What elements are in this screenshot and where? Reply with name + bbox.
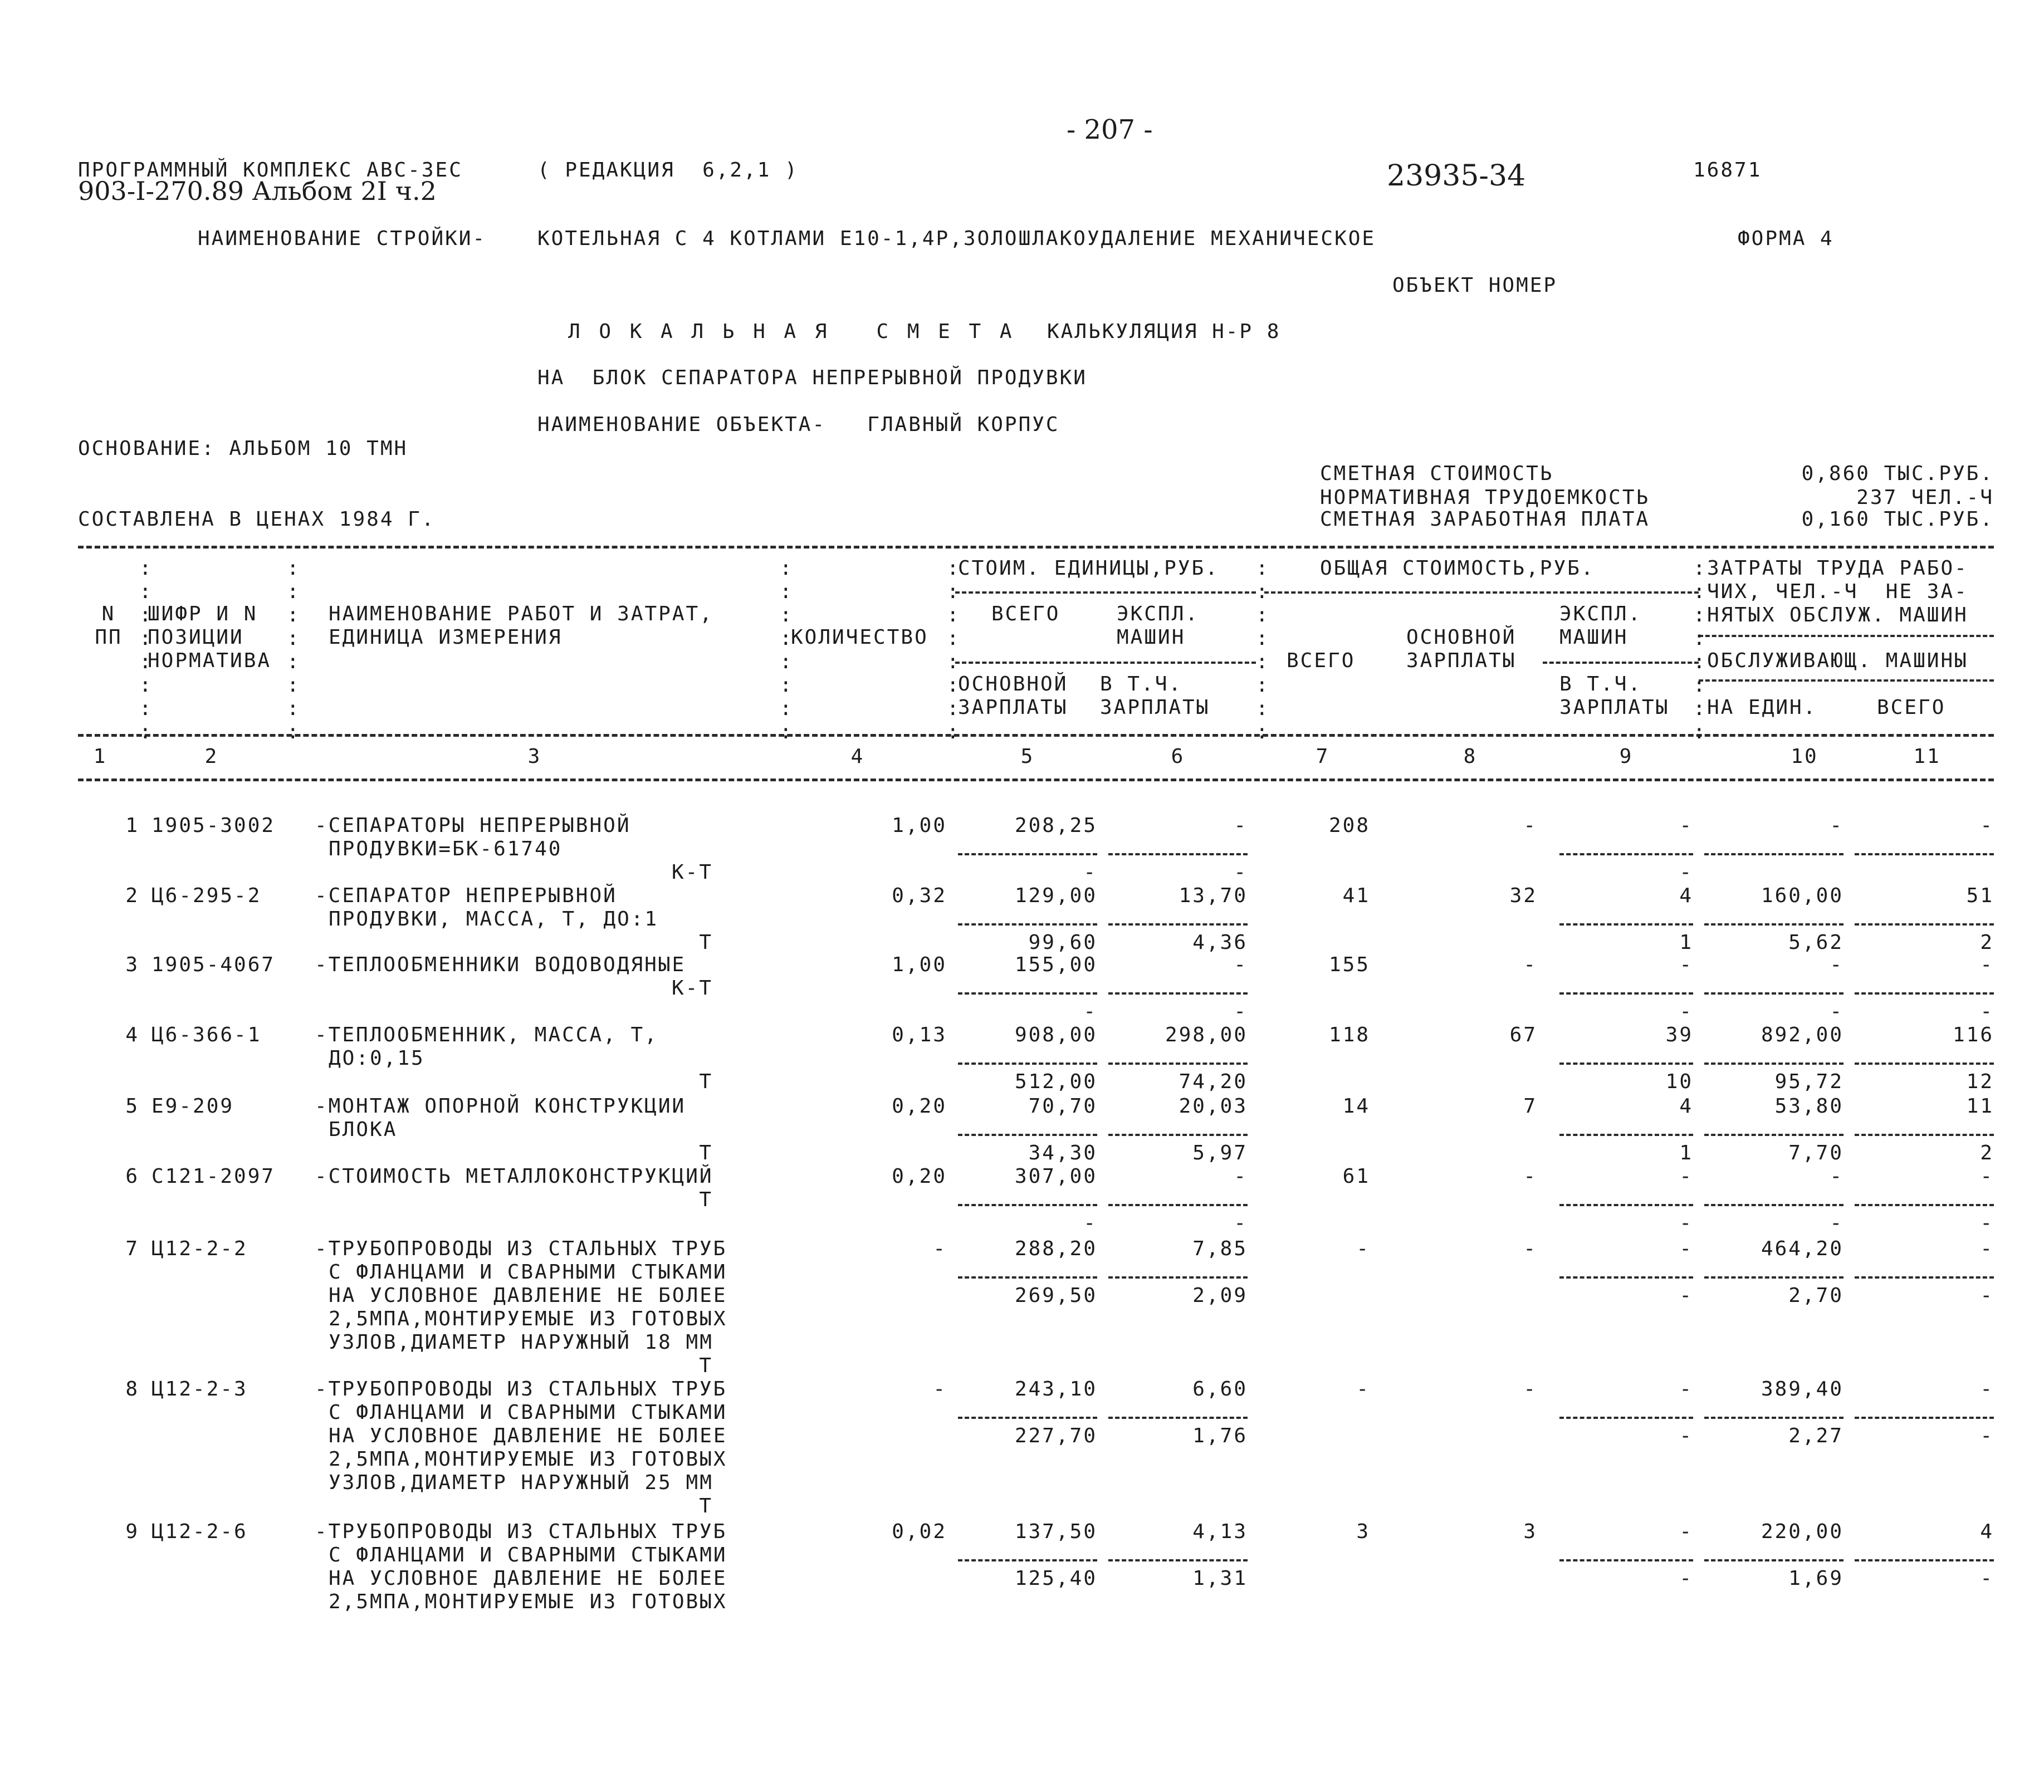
header-unit-cost-machines: ЭКСПЛ. МАШИН [1117, 603, 1200, 649]
labor-subrule [1699, 679, 1994, 682]
row-unit: Т [699, 1070, 713, 1093]
row-total-machines: - [1679, 814, 1693, 837]
row-total-cost: 3 [1356, 1520, 1370, 1543]
row-subrule [958, 1134, 1097, 1136]
row-unit-cost-total: 307,00 [1014, 1165, 1097, 1188]
row-quantity: 1,00 [892, 953, 947, 976]
row-total-wages: - [1523, 953, 1537, 976]
row-name-line: С ФЛАНЦАМИ И СВАРНЫМИ СТЫКАМИ [329, 1261, 727, 1284]
col-number: 5 [1020, 745, 1035, 768]
summary-label-labor: НОРМАТИВНАЯ ТРУДОЕМКОСТЬ [1320, 486, 1650, 509]
row-machine-labor-total: 2 [1980, 1142, 1994, 1164]
row-unit-base-wages: 227,70 [1014, 1424, 1097, 1447]
row-name-line: -МОНТАЖ ОПОРНОЙ КОНСТРУКЦИИ [315, 1095, 686, 1118]
row-number: 4 [125, 1024, 139, 1046]
row-quantity: 0,20 [892, 1095, 947, 1118]
col-number: 1 [93, 745, 107, 768]
numbers-bottom-rule [78, 779, 1994, 781]
row-machine-labor-per-unit: 5,62 [1788, 931, 1843, 954]
row-subrule [1108, 853, 1248, 855]
header-total-cost: ОБЩАЯ СТОИМОСТЬ,РУБ. [1320, 557, 1595, 580]
row-total-wages: - [1523, 1378, 1537, 1401]
row-name-line: ПРОДУВКИ, МАССА, Т, ДО:1 [329, 908, 659, 931]
row-unit-incl-wages: - [1234, 1212, 1248, 1235]
row-labor-per-unit: - [1830, 953, 1843, 976]
col-number: 8 [1463, 745, 1478, 768]
row-total-incl-wages: - [1679, 1567, 1693, 1590]
row-labor-per-unit: 892,00 [1761, 1024, 1843, 1046]
unit-cost-subrule [955, 662, 1256, 664]
row-labor-total: - [1980, 1237, 1994, 1260]
row-name-line: -ТРУБОПРОВОДЫ ИЗ СТАЛЬНЫХ ТРУБ [315, 1520, 727, 1543]
summary-label-cost: СМЕТНАЯ СТОИМОСТЬ [1320, 462, 1554, 485]
row-name-line: -СЕПАРАТОР НЕПРЕРЫВНОЙ [315, 884, 617, 907]
row-unit-cost-machines: 20,03 [1179, 1095, 1248, 1118]
row-unit-cost-total: 70,70 [1028, 1095, 1097, 1118]
row-subrule [1855, 923, 1994, 926]
header-labor-total: ВСЕГО [1877, 696, 1946, 719]
row-labor-total: 51 [1966, 884, 1994, 907]
row-unit-cost-machines: 7,85 [1192, 1237, 1248, 1260]
row-subrule [1855, 1204, 1994, 1206]
col-number: 7 [1316, 745, 1330, 768]
prices-year: СОСТАВЛЕНА В ЦЕНАХ 1984 Г. [78, 508, 436, 531]
row-unit-cost-total: 908,00 [1014, 1024, 1097, 1046]
header-total-cost-wages: ОСНОВНОЙ ЗАРПЛАТЫ [1406, 626, 1517, 672]
page-number: - 207 - [1067, 114, 1153, 145]
row-total-machines: 39 [1665, 1024, 1693, 1046]
row-subrule [1704, 1559, 1843, 1561]
row-total-incl-wages: - [1679, 1212, 1693, 1235]
row-subrule [958, 1204, 1097, 1206]
row-unit-base-wages: - [1083, 861, 1097, 884]
row-unit-cost-machines: 4,13 [1192, 1520, 1248, 1543]
row-subrule [958, 992, 1097, 995]
program-name: ПРОГРАММНЫЙ КОМПЛЕКС АВС-3ЕС [78, 159, 463, 182]
row-name-line: ДО:0,15 [329, 1047, 425, 1070]
row-unit-cost-machines: 298,00 [1165, 1024, 1248, 1046]
row-labor-total: 116 [1952, 1024, 1994, 1046]
row-total-wages: - [1523, 814, 1537, 837]
row-subrule [1108, 1417, 1248, 1419]
row-unit-cost-total: 155,00 [1014, 953, 1097, 976]
col-number: 10 [1791, 745, 1818, 768]
row-unit-incl-wages: 74,20 [1179, 1070, 1248, 1093]
row-subrule [1855, 853, 1994, 855]
row-unit-cost-machines: 13,70 [1179, 884, 1248, 907]
row-unit-cost-machines: - [1234, 1165, 1248, 1188]
row-total-machines: - [1679, 953, 1693, 976]
total-cost-rule [1264, 591, 1699, 594]
document-title: Л О К А Л Ь Н А Я С М Е Т А [568, 320, 1015, 343]
row-total-incl-wages: 1 [1679, 931, 1693, 954]
row-name-line: С ФЛАНЦАМИ И СВАРНЫМИ СТЫКАМИ [329, 1544, 727, 1566]
row-subrule [1704, 1063, 1843, 1065]
row-quantity: 0,02 [892, 1520, 947, 1543]
row-name-line: НА УСЛОВНОЕ ДАВЛЕНИЕ НЕ БОЛЕЕ [329, 1424, 727, 1447]
row-unit: Т [699, 1495, 713, 1517]
row-code: Ц6-366-1 [151, 1024, 262, 1046]
row-labor-total: - [1980, 1165, 1994, 1188]
row-unit-base-wages: - [1083, 1212, 1097, 1235]
row-quantity: 0,13 [892, 1024, 947, 1046]
row-name-line: БЛОКА [329, 1118, 398, 1141]
row-unit: К-Т [671, 861, 713, 884]
row-number: 6 [125, 1165, 139, 1188]
row-quantity: - [933, 1378, 947, 1401]
row-total-wages: 67 [1509, 1024, 1537, 1046]
basis: ОСНОВАНИЕ: АЛЬБОМ 10 ТМН [78, 437, 408, 460]
header-col-1: N ПП [95, 603, 123, 649]
row-subrule [1704, 1134, 1843, 1136]
row-total-cost: 155 [1328, 953, 1370, 976]
row-labor-per-unit: 220,00 [1761, 1520, 1843, 1543]
header-labor-per-unit: НА ЕДИН. [1707, 696, 1817, 719]
construction-name: КОТЕЛЬНАЯ С 4 КОТЛАМИ Е10-1,4Р,ЗОЛОШЛАКОУДАЛЕНИЕ МЕХАНИЧЕСКОЕ [537, 227, 1376, 250]
row-code: 1905-4067 [151, 953, 276, 976]
header-total-cost-total: ВСЕГО [1287, 649, 1356, 672]
row-unit-base-wages: 512,00 [1014, 1070, 1097, 1093]
program-edition: ( РЕДАКЦИЯ 6,2,1 ) [537, 159, 799, 182]
col-sep: : : : : : : : : [139, 557, 151, 743]
row-total-wages: 32 [1509, 884, 1537, 907]
col-sep: : : : : : : : : [287, 557, 299, 743]
header-total-cost-incl: В Т.Ч. ЗАРПЛАТЫ [1559, 673, 1670, 719]
row-total-cost: 61 [1342, 1165, 1370, 1188]
row-name-line: -ТЕПЛООБМЕННИКИ ВОДОВОДЯНЫЕ [315, 953, 686, 976]
col-sep: : : : : : : : : [1693, 557, 1705, 743]
document-number: 23935-34 [1387, 159, 1526, 193]
row-number: 7 [125, 1237, 139, 1260]
row-unit-base-wages: - [1083, 1000, 1097, 1023]
row-subrule [1559, 1417, 1693, 1419]
row-total-cost: - [1356, 1237, 1370, 1260]
row-subrule [1559, 1063, 1693, 1065]
row-code: 1905-3002 [151, 814, 276, 837]
row-name-line: -СЕПАРАТОРЫ НЕПРЕРЫВНОЙ [315, 814, 631, 837]
summary-value-labor: 237 ЧЕЛ.-Ч [1856, 486, 1994, 509]
row-unit: Т [699, 1142, 713, 1164]
row-number: 9 [125, 1520, 139, 1543]
labor-rule [1699, 635, 1994, 637]
row-labor-per-unit: 160,00 [1761, 884, 1843, 907]
row-total-wages: - [1523, 1237, 1537, 1260]
row-subrule [1559, 1134, 1693, 1136]
row-total-wages: - [1523, 1165, 1537, 1188]
row-total-machines: 4 [1679, 884, 1693, 907]
row-subrule [958, 923, 1097, 926]
row-subrule [1108, 1276, 1248, 1279]
summary-value-wages: 0,160 ТЫС.РУБ. [1801, 508, 1994, 531]
row-unit-cost-total: 137,50 [1014, 1520, 1097, 1543]
row-unit-cost-total: 208,25 [1014, 814, 1097, 837]
col-number: 4 [850, 745, 865, 768]
row-total-incl-wages: 1 [1679, 1142, 1693, 1164]
header-unit-cost-total: ВСЕГО [991, 603, 1060, 625]
row-subrule [1855, 1134, 1994, 1136]
col-number: 3 [527, 745, 542, 768]
album-reference: 903-I-270.89 Альбом 2I ч.2 [78, 176, 437, 206]
row-machine-labor-per-unit: - [1830, 1000, 1843, 1023]
row-unit-base-wages: 99,60 [1028, 931, 1097, 954]
col-number: 9 [1619, 745, 1634, 768]
row-number: 5 [125, 1095, 139, 1118]
row-subrule [1855, 992, 1994, 995]
row-code: С121-2097 [151, 1165, 276, 1188]
row-subrule [1559, 992, 1693, 995]
row-total-machines: 4 [1679, 1095, 1693, 1118]
row-subrule [1855, 1417, 1994, 1419]
row-subrule [1108, 1204, 1248, 1206]
object-number: ОБЪЕКТ НОМЕР [1392, 274, 1558, 297]
row-name-line: С ФЛАНЦАМИ И СВАРНЫМИ СТЫКАМИ [329, 1401, 727, 1424]
row-machine-labor-per-unit: 7,70 [1788, 1142, 1843, 1164]
row-subrule [958, 1559, 1097, 1561]
row-labor-per-unit: 389,40 [1761, 1378, 1843, 1401]
row-name-line: ПРОДУВКИ=БК-61740 [329, 838, 563, 860]
row-unit-incl-wages: 4,36 [1192, 931, 1248, 954]
row-subrule [1704, 1276, 1843, 1279]
col-number: 2 [204, 745, 219, 768]
row-subrule [1855, 1559, 1994, 1561]
row-machine-labor-total: - [1980, 1000, 1994, 1023]
header-labor: ЗАТРАТЫ ТРУДА РАБО- ЧИХ, ЧЕЛ.-Ч НЕ ЗА- НЯТЫХ ОБСЛУЖ. МАШИН [1707, 557, 1968, 626]
row-subrule [1559, 853, 1693, 855]
row-number: 1 [125, 814, 139, 837]
row-subrule [958, 1063, 1097, 1065]
row-total-incl-wages: - [1679, 861, 1693, 884]
row-name-line: УЗЛОВ,ДИАМЕТР НАРУЖНЫЙ 18 ММ [329, 1331, 713, 1354]
row-unit-incl-wages: 1,31 [1192, 1567, 1248, 1590]
row-subrule [1704, 1204, 1843, 1206]
row-number: 8 [125, 1378, 139, 1401]
row-subrule [1704, 853, 1843, 855]
row-name-line: УЗЛОВ,ДИАМЕТР НАРУЖНЫЙ 25 ММ [329, 1471, 713, 1494]
header-col-4: КОЛИЧЕСТВО [791, 626, 928, 649]
total-cost-subrule [1543, 662, 1699, 664]
row-subrule [1108, 1134, 1248, 1136]
row-code: Ц6-295-2 [151, 884, 262, 907]
row-unit: Т [699, 931, 713, 954]
header-bottom-rule [78, 734, 1994, 737]
row-total-cost: 41 [1342, 884, 1370, 907]
header-col-3: НАИМЕНОВАНИЕ РАБОТ И ЗАТРАТ, ЕДИНИЦА ИЗМЕРЕНИЯ [329, 603, 713, 649]
row-code: Ц12-2-3 [151, 1378, 248, 1401]
row-subrule [1108, 1063, 1248, 1065]
row-name-line: -СТОИМОСТЬ МЕТАЛЛОКОНСТРУКЦИЙ [315, 1165, 713, 1188]
header-col-2: ШИФР И N ПОЗИЦИИ НОРМАТИВА [148, 603, 272, 672]
row-unit: Т [699, 1354, 713, 1377]
row-quantity: - [933, 1237, 947, 1260]
row-machine-labor-per-unit: - [1830, 1212, 1843, 1235]
row-machine-labor-per-unit: 1,69 [1788, 1567, 1843, 1590]
row-quantity: 0,32 [892, 884, 947, 907]
row-code: Ц12-2-2 [151, 1237, 248, 1260]
row-number: 2 [125, 884, 139, 907]
row-unit-cost-machines: 6,60 [1192, 1378, 1248, 1401]
row-subrule [1559, 923, 1693, 926]
row-labor-total: - [1980, 953, 1994, 976]
row-total-incl-wages: - [1679, 1000, 1693, 1023]
row-subrule [1704, 992, 1843, 995]
row-machine-labor-total: 12 [1966, 1070, 1994, 1093]
row-subrule [1108, 1559, 1248, 1561]
row-unit-cost-total: 243,10 [1014, 1378, 1097, 1401]
header-total-cost-machines: ЭКСПЛ. МАШИН [1559, 603, 1642, 649]
row-labor-per-unit: - [1830, 1165, 1843, 1188]
row-total-cost: 118 [1328, 1024, 1370, 1046]
row-labor-total: 4 [1980, 1520, 1994, 1543]
row-total-machines: - [1679, 1378, 1693, 1401]
row-total-cost: - [1356, 1378, 1370, 1401]
summary-value-cost: 0,860 ТЫС.РУБ. [1801, 462, 1994, 485]
row-number: 3 [125, 953, 139, 976]
row-unit-incl-wages: 1,76 [1192, 1424, 1248, 1447]
row-unit-incl-wages: 2,09 [1192, 1284, 1248, 1307]
inventory-code: 16871 [1693, 159, 1762, 182]
row-quantity: 0,20 [892, 1165, 947, 1188]
row-labor-per-unit: 464,20 [1761, 1237, 1843, 1260]
row-total-cost: 208 [1328, 814, 1370, 837]
row-machine-labor-total: - [1980, 1424, 1994, 1447]
object-name: НАИМЕНОВАНИЕ ОБЪЕКТА- ГЛАВНЫЙ КОРПУС [537, 413, 1060, 436]
row-name-line: 2,5МПА,МОНТИРУЕМЫЕ ИЗ ГОТОВЫХ [329, 1590, 727, 1613]
row-total-wages: 7 [1523, 1095, 1537, 1118]
row-subrule [958, 1417, 1097, 1419]
summary-label-wages: СМЕТНАЯ ЗАРАБОТНАЯ ПЛАТА [1320, 508, 1650, 531]
header-labor-machines: ОБСЛУЖИВАЮЩ. МАШИНЫ [1707, 649, 1968, 672]
row-unit-cost-machines: - [1234, 953, 1248, 976]
row-subrule [1855, 1276, 1994, 1279]
row-subrule [958, 1276, 1097, 1279]
row-name-line: НА УСЛОВНОЕ ДАВЛЕНИЕ НЕ БОЛЕЕ [329, 1284, 727, 1307]
row-unit-base-wages: 125,40 [1014, 1567, 1097, 1590]
row-total-incl-wages: 10 [1665, 1070, 1693, 1093]
row-total-incl-wages: - [1679, 1284, 1693, 1307]
row-code: Ц12-2-6 [151, 1520, 248, 1543]
row-subrule [1559, 1204, 1693, 1206]
row-machine-labor-total: 2 [1980, 931, 1994, 954]
row-quantity: 1,00 [892, 814, 947, 837]
row-labor-total: - [1980, 1378, 1994, 1401]
row-unit-incl-wages: - [1234, 861, 1248, 884]
row-machine-labor-per-unit: 2,27 [1788, 1424, 1843, 1447]
row-subrule [1108, 923, 1248, 926]
header-unit-cost-incl: В Т.Ч. ЗАРПЛАТЫ [1100, 673, 1210, 719]
row-total-machines: - [1679, 1237, 1693, 1260]
col-sep: : : : : : : : : [780, 557, 792, 743]
estimate-subject: НА БЛОК СЕПАРАТОРА НЕПРЕРЫВНОЙ ПРОДУВКИ [537, 366, 1087, 389]
row-name-line: НА УСЛОВНОЕ ДАВЛЕНИЕ НЕ БОЛЕЕ [329, 1567, 727, 1590]
row-subrule [958, 853, 1097, 855]
unit-cost-rule [955, 591, 1256, 594]
row-machine-labor-total: - [1980, 1284, 1994, 1307]
row-total-machines: - [1679, 1520, 1693, 1543]
row-subrule [1855, 1063, 1994, 1065]
col-number: 11 [1913, 745, 1941, 768]
row-unit-base-wages: 269,50 [1014, 1284, 1097, 1307]
row-name-line: 2,5МПА,МОНТИРУЕМЫЕ ИЗ ГОТОВЫХ [329, 1448, 727, 1471]
row-machine-labor-per-unit: 95,72 [1774, 1070, 1843, 1093]
row-total-cost: 14 [1342, 1095, 1370, 1118]
row-subrule [1108, 992, 1248, 995]
row-labor-total: - [1980, 814, 1994, 837]
construction-label: НАИМЕНОВАНИЕ СТРОЙКИ- [198, 227, 487, 250]
row-subrule [1559, 1559, 1693, 1561]
form-label: ФОРМА 4 [1738, 227, 1834, 250]
row-unit-cost-machines: - [1234, 814, 1248, 837]
row-labor-per-unit: - [1830, 814, 1843, 837]
row-subrule [1559, 1276, 1693, 1279]
row-machine-labor-total: - [1980, 1567, 1994, 1590]
row-total-incl-wages: - [1679, 1424, 1693, 1447]
row-unit-cost-total: 288,20 [1014, 1237, 1097, 1260]
row-code: Е9-209 [151, 1095, 234, 1118]
col-number: 6 [1171, 745, 1185, 768]
row-unit-cost-total: 129,00 [1014, 884, 1097, 907]
col-sep: : : : : : : : : [1256, 557, 1268, 743]
row-machine-labor-per-unit: 2,70 [1788, 1284, 1843, 1307]
row-total-machines: - [1679, 1165, 1693, 1188]
header-unit-cost-wages: ОСНОВНОЙ ЗАРПЛАТЫ [958, 673, 1068, 719]
row-unit-base-wages: 34,30 [1028, 1142, 1097, 1164]
col-sep: : : : : : : : : [947, 557, 959, 743]
header-unit-cost: СТОИМ. ЕДИНИЦЫ,РУБ. [958, 557, 1219, 580]
row-name-line: -ТРУБОПРОВОДЫ ИЗ СТАЛЬНЫХ ТРУБ [315, 1378, 727, 1401]
row-unit-incl-wages: - [1234, 1000, 1248, 1023]
row-subrule [1704, 1417, 1843, 1419]
row-labor-per-unit: 53,80 [1774, 1095, 1843, 1118]
calculation-number: КАЛЬКУЛЯЦИЯ Н-Р 8 [1047, 320, 1281, 343]
header-top-rule [78, 546, 1994, 549]
row-name-line: -ТРУБОПРОВОДЫ ИЗ СТАЛЬНЫХ ТРУБ [315, 1237, 727, 1260]
row-unit: Т [699, 1188, 713, 1211]
row-subrule [1704, 923, 1843, 926]
row-unit: К-Т [671, 977, 713, 1000]
row-labor-total: 11 [1966, 1095, 1994, 1118]
row-name-line: -ТЕПЛООБМЕННИК, МАССА, Т, [315, 1024, 658, 1046]
row-total-wages: 3 [1523, 1520, 1537, 1543]
row-machine-labor-total: - [1980, 1212, 1994, 1235]
row-unit-incl-wages: 5,97 [1192, 1142, 1248, 1164]
row-name-line: 2,5МПА,МОНТИРУЕМЫЕ ИЗ ГОТОВЫХ [329, 1308, 727, 1330]
